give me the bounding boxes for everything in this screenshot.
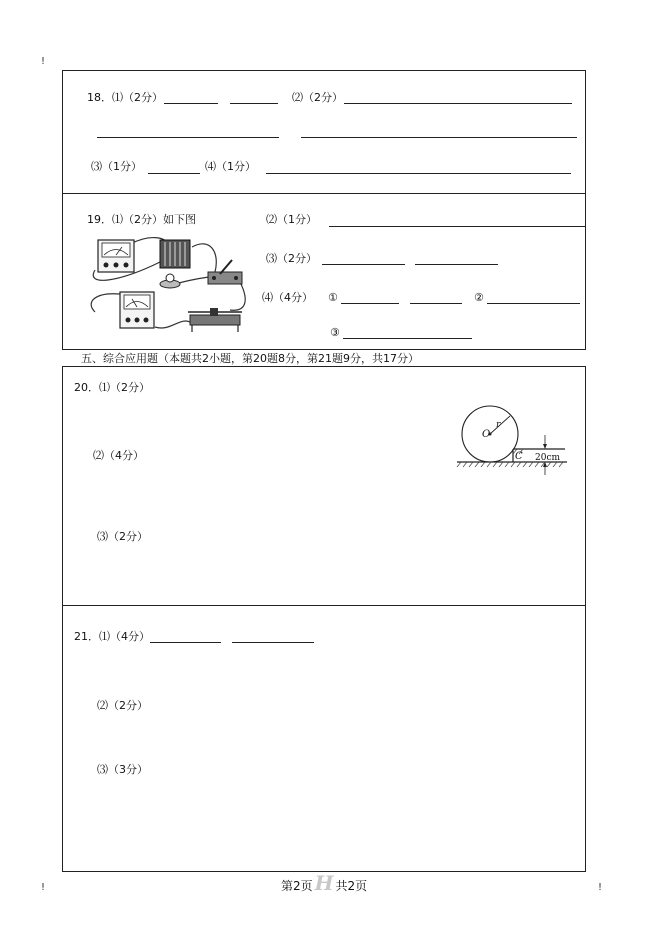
q19-part4-label: ⑷（4分） (262, 291, 313, 304)
q18-part1-label: 18．⑴（2分） (87, 91, 163, 104)
q19-part2-blank[interactable] (329, 226, 585, 227)
corner-mark: ! (41, 882, 46, 893)
q21-part1-blank-a[interactable] (150, 642, 221, 643)
q19-part4-circle-1: ① (328, 291, 338, 304)
page-total: 共2页 (335, 879, 368, 893)
page-footer (281, 871, 367, 895)
q19-part3-label: ⑶（2分） (266, 252, 317, 265)
q19-part2-label: ⑵（1分） (266, 213, 317, 226)
q19-part4-circle-3: ③ (330, 326, 340, 339)
q21-part3-label: ⑶（3分） (97, 763, 148, 776)
watermark-logo: H (314, 871, 334, 895)
q19-part3-blank-a[interactable] (322, 264, 405, 265)
q21-part1-label: 21．⑴（4分） (74, 630, 150, 643)
q18-part2-blank-a[interactable] (344, 103, 572, 104)
q19-part4-circle-2: ② (474, 291, 484, 304)
q21-part1-blank-b[interactable] (232, 642, 314, 643)
q19-part1-label: 19．⑴（2分）如下图 (87, 213, 196, 226)
divider (62, 193, 586, 194)
q18-part3-label: ⑶（1分） (91, 160, 142, 173)
q19-part4-blank-1b[interactable] (410, 303, 462, 304)
q20-part3-label: ⑶（2分） (97, 530, 148, 543)
height-label: 20cm (535, 453, 561, 463)
q19-part4-blank-1a[interactable] (341, 303, 399, 304)
q18-part4-blank[interactable] (266, 173, 571, 174)
q18-part1-blank-b[interactable] (230, 103, 278, 104)
center-label: O (482, 429, 491, 440)
divider (62, 605, 586, 606)
q21-part2-label: ⑵（2分） (97, 699, 148, 712)
q20-part2-label: ⑵（4分） (93, 449, 144, 462)
page-number: 第2页 (281, 879, 313, 893)
q19-part4-blank-3[interactable] (343, 338, 472, 339)
radius-label: r (496, 420, 501, 430)
q18-part2-blank-b[interactable] (97, 137, 279, 138)
q18-part1-blank-a[interactable] (164, 103, 218, 104)
corner-mark: ! (598, 882, 603, 893)
q20-part1-label: 20．⑴（2分） (74, 381, 150, 394)
corner-mark: ! (41, 56, 46, 67)
q19-part3-blank-b[interactable] (415, 264, 498, 265)
point-label: C (515, 451, 523, 462)
q18-part4-label: ⑷（1分） (205, 160, 256, 173)
circuit-diagram (80, 232, 250, 342)
q18-part3-blank[interactable] (148, 173, 200, 174)
q18-part2-label: ⑵（2分） (292, 91, 343, 104)
q18-part2-blank-c[interactable] (301, 137, 577, 138)
section-heading: 五、综合应用题（本题共2小题，第20题8分，第21题9分，共17分） (81, 352, 419, 365)
q19-part4-blank-2[interactable] (487, 303, 580, 304)
